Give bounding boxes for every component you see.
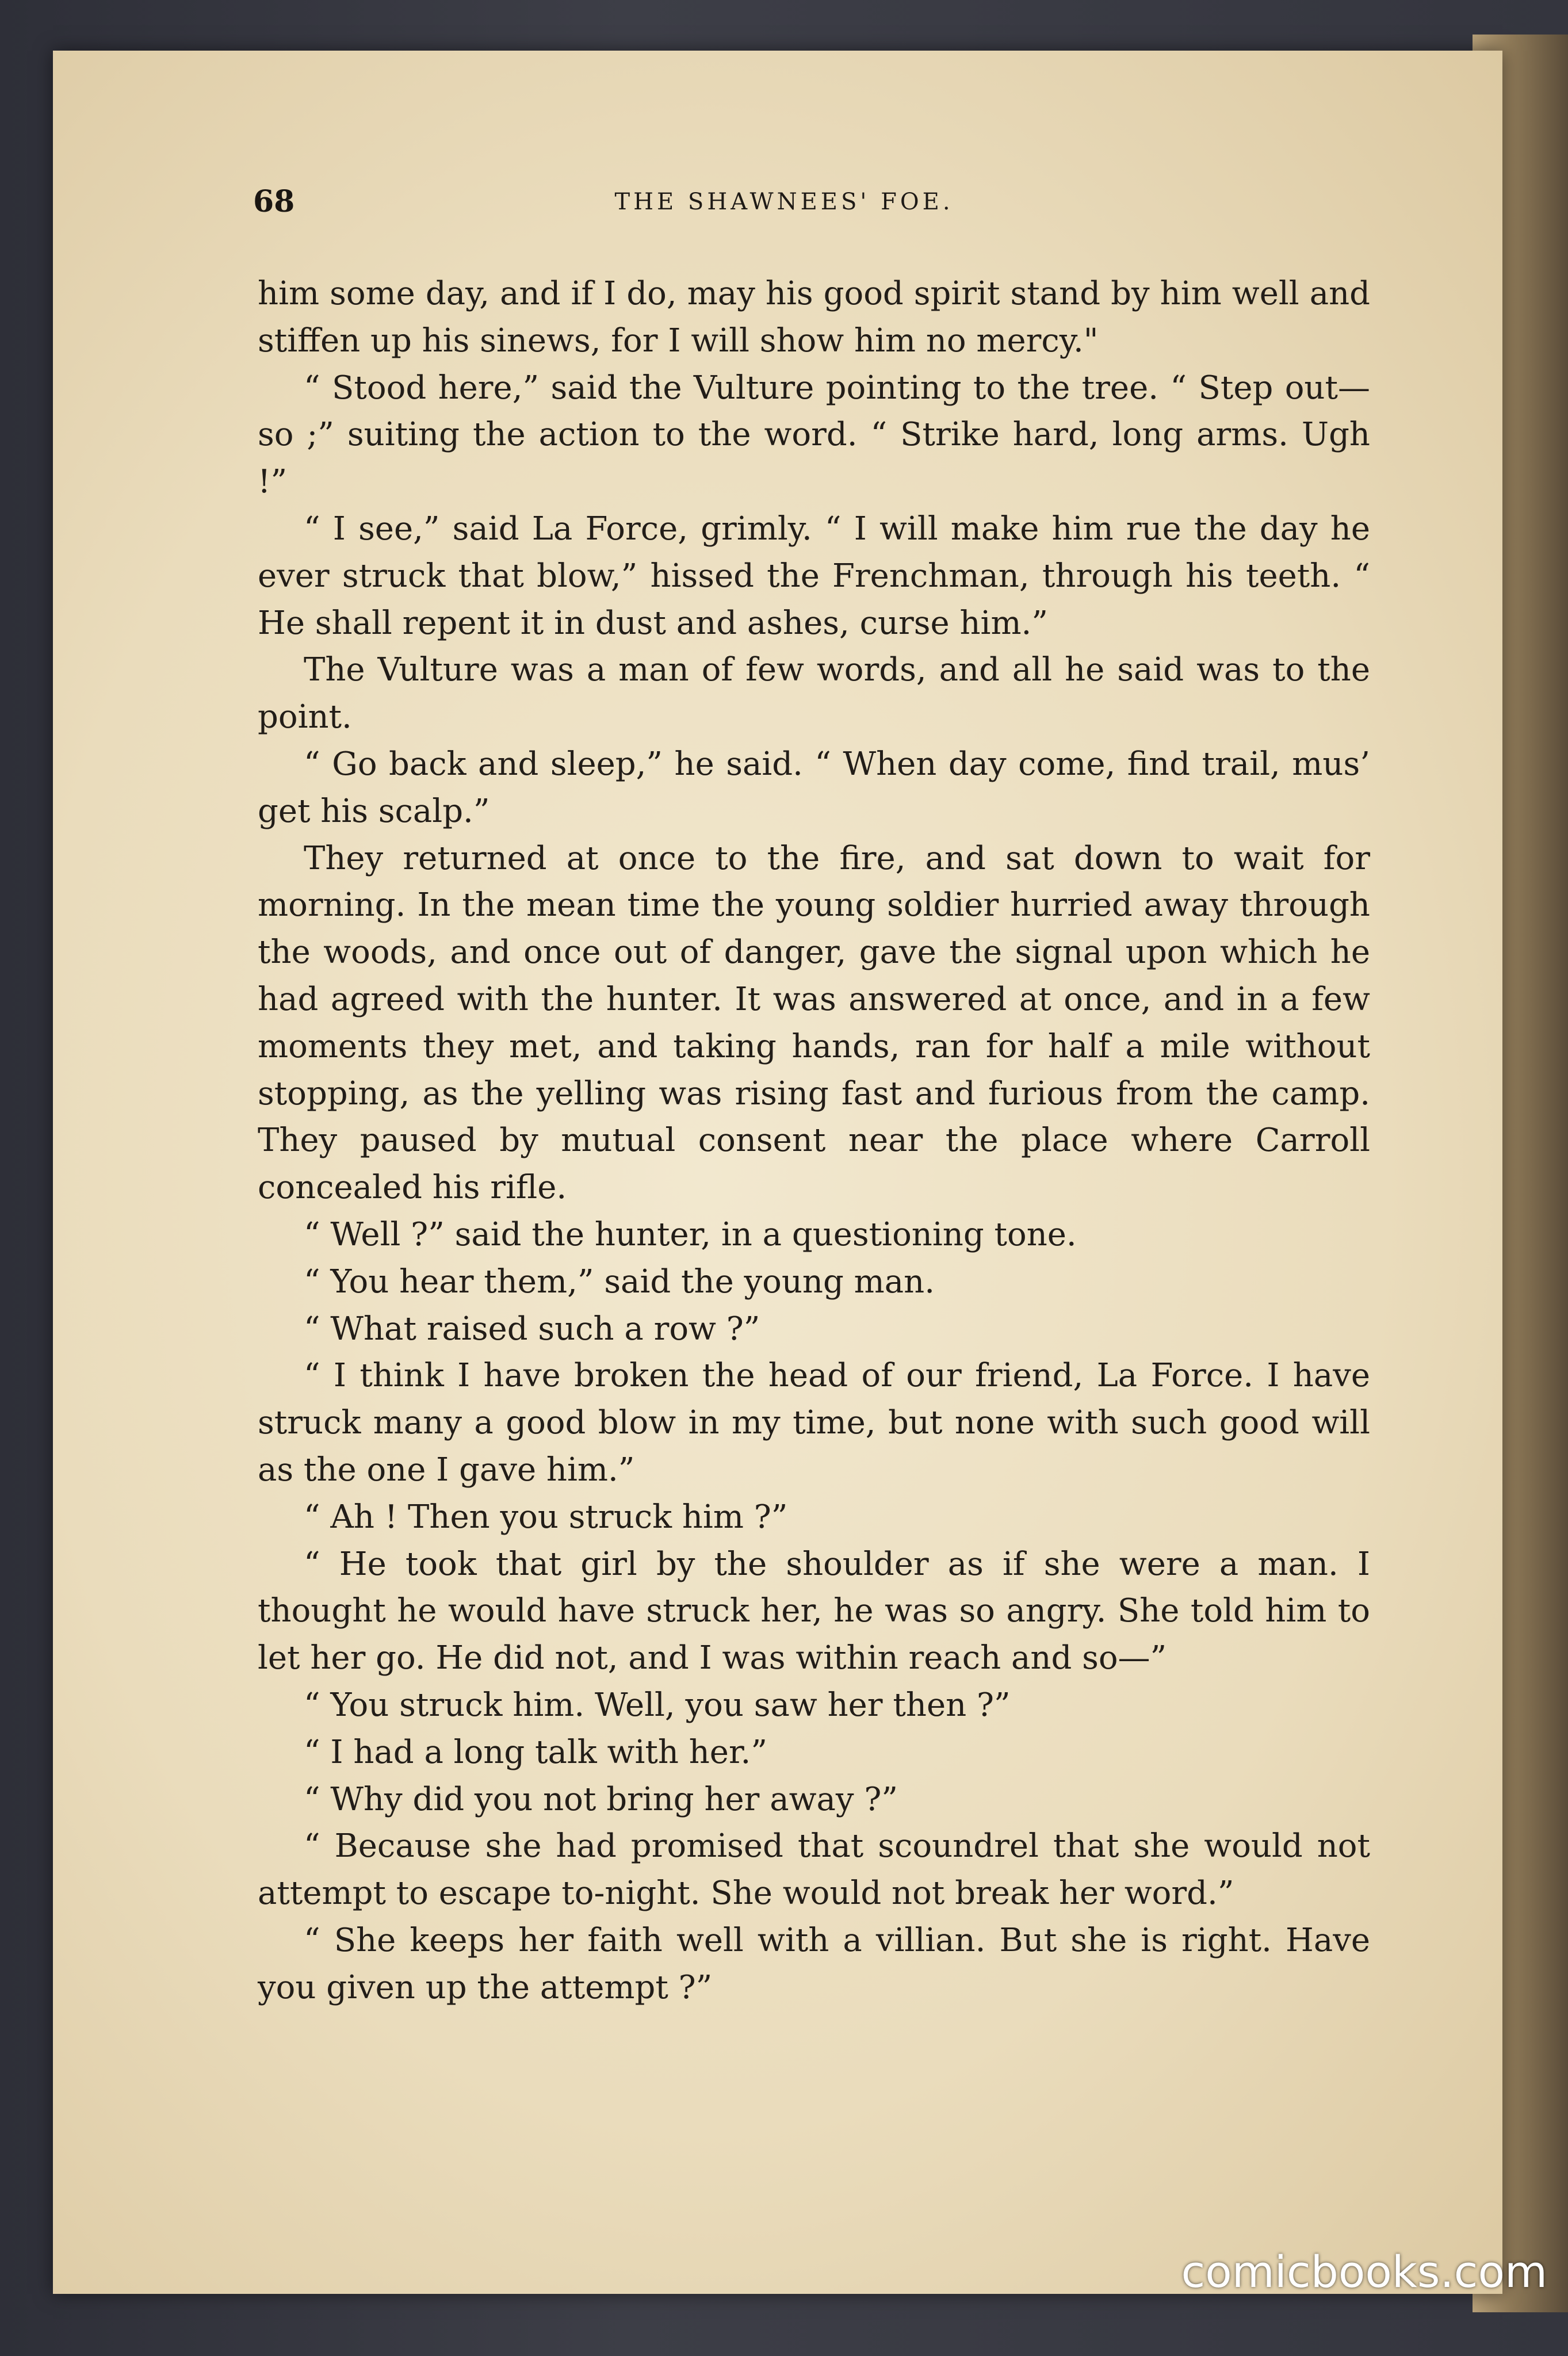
paragraph: “ What raised such a row ?” xyxy=(304,1310,760,1348)
paragraph: “ Why did you not bring her away ?” xyxy=(304,1780,898,1818)
paragraph: “ I think I have broken the head of our friend, La Force. I have struck many a good blow in my time, but none with such good will as the one I gave him.” xyxy=(258,1357,1370,1489)
body-text xyxy=(258,270,1370,2011)
paragraph: “ You struck him. Well, you saw her then ?” xyxy=(304,1686,1011,1724)
paragraph: “ I see,” said La Force, grimly. “ I will make him rue the day he ever struck that blow,” hissed the Frenchman, through his teeth. “ He shall repent it in dust and ashes, curse him.” xyxy=(258,510,1370,642)
paragraph: “ Well ?” said the hunter, in a questioning tone. xyxy=(304,1215,1077,1253)
paragraph: “ Go back and sleep,” he said. “ When day come, find trail, mus’ get his scalp.” xyxy=(258,745,1370,830)
paragraph: The Vulture was a man of few words, and all he said was to the point. xyxy=(258,651,1370,736)
paragraph: “ He took that girl by the shoulder as if she were a man. I thought he would have struck her, he was so angry. She told him to let her go. He did not, and I was within reach and so—” xyxy=(258,1545,1370,1677)
paragraph: “ You hear them,” said the young man. xyxy=(304,1263,935,1301)
watermark: comicbooks.com xyxy=(1181,2246,1547,2297)
running-head: THE SHAWNEES' FOE. xyxy=(614,189,954,215)
page-number: 68 xyxy=(253,184,295,219)
paragraph: They returned at once to the fire, and sat down to wait for morning. In the mean time the young soldier hurried away through the woods, and once out of danger, gave the signal upon which he had agreed with the hunter. It was answered at once, and in a few moments they met, and taking hands, ran for half a mile without stopping, as the yelling was rising fast and furious from the camp. They paused by mutual consent near the place where Carroll concealed his rifle. xyxy=(258,839,1370,1207)
paragraph: him some day, and if I do, may his good spirit stand by him well and stiffen up his sinews, for I will show him no mercy." xyxy=(258,275,1370,359)
paragraph: “ I had a long talk with her.” xyxy=(304,1733,767,1771)
paragraph: “ Because she had promised that scoundrel that she would not attempt to escape to-night. She would not break her word.” xyxy=(258,1827,1370,1913)
paragraph: “ She keeps her faith well with a villian. But she is right. Have you given up the attempt ?” xyxy=(258,1921,1370,2006)
paragraph: “ Stood here,” said the Vulture pointing to the tree. “ Step out—so ;” suiting the action to the word. “ Strike hard, long arms. Ugh !” xyxy=(258,369,1370,501)
paragraph: “ Ah ! Then you struck him ?” xyxy=(304,1498,788,1536)
